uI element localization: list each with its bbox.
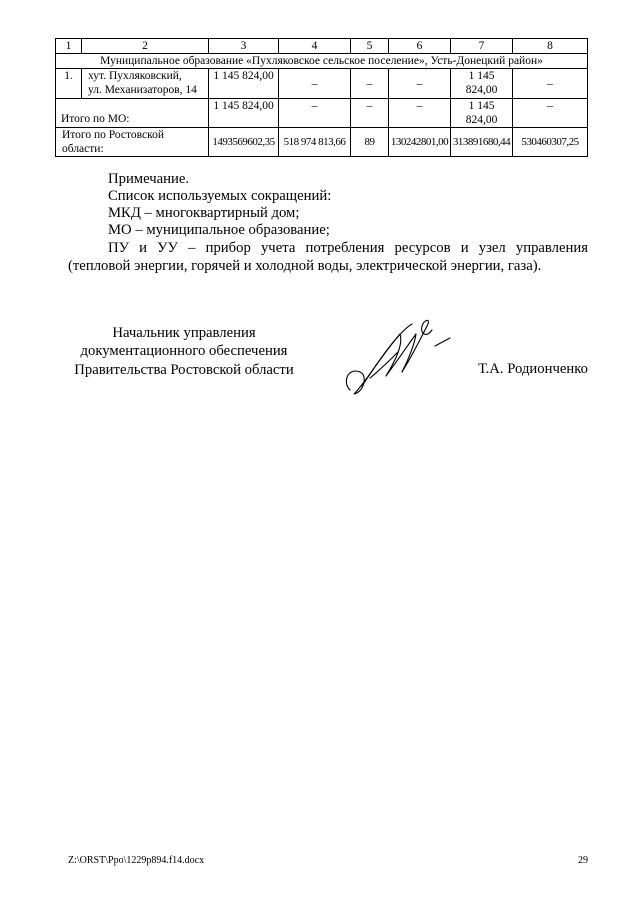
- total-col4: 518 974 813,66: [279, 128, 351, 157]
- row-col5: –: [351, 69, 389, 99]
- abbreviation-mkd: МКД – многоквартирный дом;: [108, 205, 300, 221]
- subtotal-col7-value: 1 145 824,00: [465, 100, 498, 126]
- address-line-1: хут. Пухляковский,: [88, 70, 182, 82]
- total-col8: 530460307,25: [513, 128, 588, 157]
- section-title-row: [56, 54, 588, 69]
- footer-file-path: Z:\ORST\Ppo\1229p894.f14.docx: [68, 855, 205, 866]
- row-number: 1.: [56, 69, 82, 99]
- page-number: 29: [578, 855, 588, 866]
- row-col8: –: [513, 69, 588, 99]
- subtotal-col5: –: [351, 99, 389, 128]
- total-col6: 130242801,00: [389, 128, 451, 157]
- section-title: Муниципальное образование «Пухляковское сельское поселение», Усть-Донецкий район»: [56, 54, 588, 69]
- subtotal-col7: [451, 99, 513, 128]
- abbreviation-mo: МО – муниципальное образование;: [108, 222, 330, 238]
- row-col3: 1 145 824,00: [209, 69, 279, 99]
- header-cell-5: 5: [351, 39, 389, 54]
- subtotal-label: Итого по МО:: [56, 99, 209, 128]
- header-cell-8: 8: [513, 39, 588, 54]
- notes-heading: Примечание.: [108, 171, 190, 187]
- signatory-name: Т.А. Родионченко: [478, 361, 588, 377]
- address-line-2: ул. Механизаторов, 14: [88, 84, 197, 96]
- signatory-position: [68, 324, 300, 379]
- table-header-row: [56, 39, 588, 54]
- header-cell-6: 6: [389, 39, 451, 54]
- total-label: [56, 128, 209, 157]
- header-cell-7: 7: [451, 39, 513, 54]
- handwritten-signature: [340, 312, 455, 402]
- funding-table: [55, 38, 588, 157]
- row-address: [82, 69, 209, 99]
- abbreviation-pu-uu-line-1: ПУ и УУ – прибор учета потребления ресурсов и узел управления: [108, 240, 588, 256]
- subtotal-col3: 1 145 824,00: [209, 99, 279, 128]
- total-col7: 313891680,44: [451, 128, 513, 157]
- row-col6: –: [389, 69, 451, 99]
- table-row: [56, 69, 588, 99]
- position-line-1: Начальник управления: [112, 325, 256, 341]
- total-label-line-2: области:: [62, 143, 104, 155]
- total-row: [56, 128, 588, 157]
- row-col7: [451, 69, 513, 99]
- header-cell-4: 4: [279, 39, 351, 54]
- header-cell-2: 2: [82, 39, 209, 54]
- header-cell-3: 3: [209, 39, 279, 54]
- position-line-2: документационного обеспечения: [80, 343, 288, 360]
- subtotal-col8: –: [513, 99, 588, 128]
- position-line-3: Правительства Ростовской области: [74, 361, 294, 378]
- row-col4: –: [279, 69, 351, 99]
- total-label-line-1: Итого по Ростовской: [62, 129, 165, 141]
- abbreviation-pu-uu-line-2: (тепловой энергии, горячей и холодной воды, электрической энергии, газа).: [68, 258, 542, 274]
- subtotal-col6: –: [389, 99, 451, 128]
- row-col7-value: 1 145 824,00: [465, 70, 498, 96]
- subtotal-col4: –: [279, 99, 351, 128]
- total-col5: 89: [351, 128, 389, 157]
- header-cell-1: 1: [56, 39, 82, 54]
- total-col3: 1493569602,35: [209, 128, 279, 157]
- abbreviations-title: Список используемых сокращений:: [108, 188, 332, 204]
- subtotal-row: [56, 99, 588, 128]
